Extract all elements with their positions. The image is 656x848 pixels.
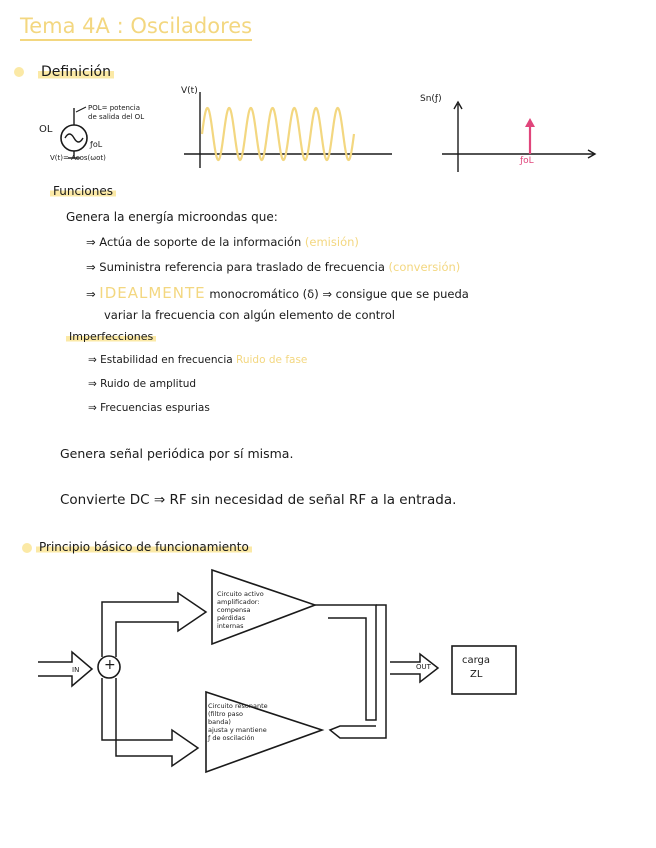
load-label-line: carga bbox=[462, 655, 491, 666]
funciones-item-note: (emisión) bbox=[304, 235, 359, 249]
funciones-item-prefix: ⇒ bbox=[86, 287, 96, 301]
amplifier-text-line: pérdidas bbox=[217, 614, 246, 622]
bullet-principio bbox=[22, 543, 32, 553]
sum-symbol: + bbox=[104, 657, 116, 673]
amplifier-text-line: amplificador: bbox=[217, 598, 260, 606]
definicion-heading: Definición bbox=[38, 64, 114, 80]
funciones-item-3 bbox=[86, 284, 469, 302]
bullet-definicion bbox=[14, 67, 24, 77]
amplifier-text-line: internas bbox=[217, 622, 244, 630]
resonant-text-line: Circuito resonante bbox=[208, 702, 268, 710]
imperfecciones-heading: Imperfecciones bbox=[66, 330, 156, 343]
load-label bbox=[462, 654, 490, 682]
funciones-heading: Funciones bbox=[50, 184, 116, 198]
oscillator-label: OL bbox=[39, 124, 53, 135]
time-waveform-plot bbox=[176, 82, 398, 172]
funciones-item-text: variar la frecuencia con algún elemento de control bbox=[104, 308, 395, 322]
spectrum-freq-label: ƒoL bbox=[520, 156, 534, 166]
feed-resonant-arrow bbox=[102, 678, 198, 766]
resonant-text-line: banda) bbox=[208, 718, 231, 726]
time-axis-label: V(t) bbox=[181, 86, 198, 96]
resonant-text bbox=[208, 702, 268, 742]
funciones-item-1 bbox=[86, 235, 359, 249]
resonant-text-line: ƒ de oscilación bbox=[208, 734, 255, 742]
funciones-item-2 bbox=[86, 260, 460, 274]
page-title: Tema 4A : Osciladores bbox=[20, 14, 252, 41]
idealmente-emphasis: IDEALMENTE bbox=[99, 284, 206, 302]
statement-periodic-signal: Genera señal periódica por sí misma. bbox=[60, 446, 294, 461]
load-label-line: ZL bbox=[470, 669, 483, 680]
imperfecciones-item-2 bbox=[88, 378, 196, 390]
spectrum-axis-label: Sn(ƒ) bbox=[420, 94, 442, 104]
input-label: IN bbox=[72, 666, 80, 674]
statement-dc-rf: Convierte DC ⇒ RF sin necesidad de señal RF a la entrada. bbox=[60, 492, 457, 508]
oscillator-freq-label: ƒoL bbox=[90, 140, 103, 149]
funciones-item-text: monocromático (δ) ⇒ consigue que se pueda bbox=[209, 287, 469, 301]
amplifier-text-line: Circuito activo bbox=[217, 590, 264, 598]
funciones-item-text: ⇒ Actúa de soporte de la información bbox=[86, 235, 302, 249]
imperfecciones-item-note: Ruido de fase bbox=[236, 354, 308, 366]
funciones-intro: Genera la energía microondas que: bbox=[66, 210, 278, 224]
output-label: OUT bbox=[416, 663, 431, 671]
funciones-item-note: (conversión) bbox=[388, 260, 461, 274]
imperfecciones-item-text: ⇒ Ruido de amplitud bbox=[88, 378, 197, 390]
funciones-item-text: ⇒ Suministra referencia para traslado de frecuencia bbox=[86, 260, 385, 274]
imperfecciones-item-text: ⇒ Frecuencias espurias bbox=[88, 402, 210, 414]
imperfecciones-item-3 bbox=[88, 402, 210, 414]
amplifier-text-line: compensa bbox=[217, 606, 251, 614]
resonant-text-line: (filtro paso bbox=[208, 710, 244, 718]
principio-heading: Principio básico de funcionamiento bbox=[36, 540, 252, 554]
oscillator-equation: V(t)= Acos(ωot) bbox=[50, 154, 106, 162]
feed-amplifier-arrow bbox=[102, 593, 206, 657]
feedback-loop bbox=[315, 605, 386, 738]
input-arrow bbox=[38, 652, 92, 686]
amplifier-text bbox=[217, 590, 264, 630]
imperfecciones-item-text: ⇒ Estabilidad en frecuencia bbox=[88, 354, 233, 366]
funciones-item-4 bbox=[104, 308, 395, 322]
imperfecciones-item-1 bbox=[88, 354, 307, 366]
pol-note: POL= potencia de salida del OL bbox=[88, 104, 145, 121]
resonant-text-line: ajusta y mantiene bbox=[208, 726, 267, 734]
